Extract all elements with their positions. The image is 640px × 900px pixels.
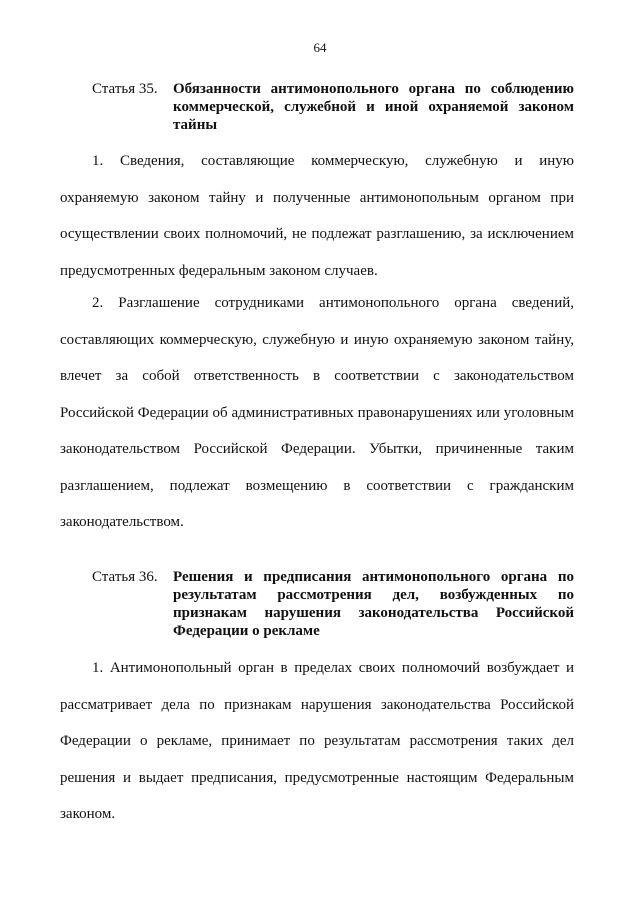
article-36-label: Статья 36. (92, 569, 158, 585)
article-35-paragraph-2: 2. Разглашение сотрудниками антимонопольного органа сведений, составляющих коммерческую, служебную и иную охраняемую законом тайну, влечет за собой ответственность в соответствии с законодательством Российской Федерации об административных правонарушениях или уголовным законодательством Российской Федерации. Убытки, причиненные таким разглашением, подлежат возмещению в соответствии с гражданским законодательством. (60, 295, 574, 530)
article-36-title: Решения и предписания антимонопольного органа по результатам рассмотрения дел, возбужденных по признакам нарушения законодательства Российской Федерации о рекламе (173, 569, 574, 639)
article-35-title: Обязанности антимонопольного органа по соблюдению коммерческой, служебной и иной охраняемой законом тайны (173, 81, 574, 133)
article-35-paragraph-1: 1. Сведения, составляющие коммерческую, служебную и иную охраняемую законом тайну и полученные антимонопольным органом при осуществлении своих полномочий, не подлежат разглашению, за исключением предусмотренных федеральным законом случаев. (60, 153, 574, 279)
article-36-heading (92, 568, 574, 640)
article-35-heading (92, 80, 574, 134)
page-number: 64 (313, 40, 327, 55)
article-36-paragraph-1: 1. Антимонопольный орган в пределах своих полномочий возбуждает и рассматривает дела по признакам нарушения законодательства Российской Федерации о рекламе, принимает по результатам рассмотрения таких дел решения и выдает предписания, предусмотренные настоящим Федеральным законом. (60, 660, 574, 822)
article-35-label: Статья 35. (92, 81, 158, 97)
